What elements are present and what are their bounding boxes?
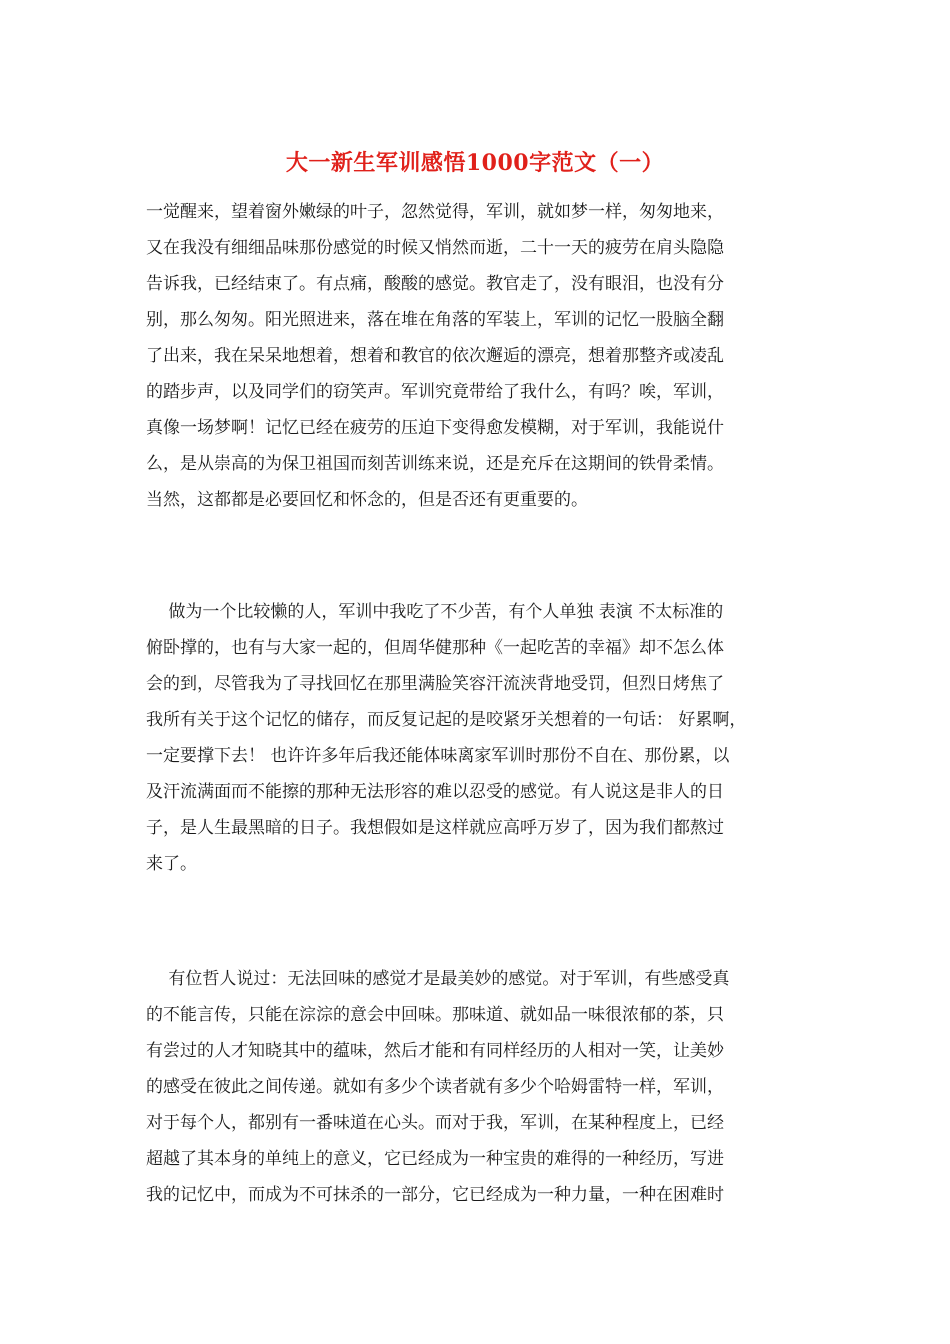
text-line: 对于每个人，都别有一番味道在心头。而对于我，军训，在某种程度上，已经 [146, 1113, 724, 1133]
paragraph-1 [146, 194, 826, 518]
paragraph-2 [146, 594, 826, 882]
text-line: 了出来，我在呆呆地想着，想着和教官的依次邂逅的漂亮，想着那整齐或凌乱 [146, 346, 724, 366]
text-line: 一觉醒来，望着窗外嫩绿的叶子，忽然觉得，军训，就如梦一样，匆匆地来， [146, 202, 724, 222]
text-line: 超越了其本身的单纯上的意义，它已经成为一种宝贵的难得的一种经历，写进 [146, 1149, 724, 1169]
text-line: 一定要撑下去！ 也许许多年后我还能体味离家军训时那份不自在、那份累，以 [146, 746, 730, 766]
text-line: 来了。 [146, 854, 197, 874]
text-line: 么，是从崇高的为保卫祖国而刻苦训练来说，还是充斥在这期间的铁骨柔情。 [146, 454, 724, 474]
text-line: 又在我没有细细品味那份感觉的时候又悄然而逝，二十一天的疲劳在肩头隐隐 [146, 238, 724, 258]
text-line: 我的记忆中，而成为不可抹杀的一部分，它已经成为一种力量，一种在困难时 [146, 1185, 724, 1205]
document-title: 大一新生军训感悟1000字范文（一） [285, 150, 665, 176]
text-line: 的踏步声，以及同学们的窃笑声。军训究竟带给了我什么，有吗？唉，军训， [146, 382, 724, 402]
text-line: 告诉我，已经结束了。有点痛，酸酸的感觉。教官走了，没有眼泪，也没有分 [146, 274, 724, 294]
text-line: 做为一个比较懒的人，军训中我吃了不少苦，有个人单独 表演 不太标准的 [146, 602, 724, 622]
text-line: 的不能言传，只能在淙淙的意会中回味。那味道、就如品一味很浓郁的茶，只 [146, 1005, 724, 1025]
text-line: 别，那么匆匆。阳光照进来，落在堆在角落的军装上，军训的记忆一股脑全翻 [146, 310, 724, 330]
text-line: 我所有关于这个记忆的储存，而反复记起的是咬紧牙关想着的一句话： 好累啊， [146, 710, 747, 730]
text-line: 当然，这都都是必要回忆和怀念的，但是否还有更重要的。 [146, 490, 588, 510]
paragraph-3 [146, 961, 826, 1213]
text-line: 子，是人生最黑暗的日子。我想假如是这样就应高呼万岁了，因为我们都熬过 [146, 818, 724, 838]
text-line: 俯卧撑的，也有与大家一起的，但周华健那种《一起吃苦的幸福》却不怎么体 [146, 638, 724, 658]
text-line: 有尝过的人才知晓其中的蕴味，然后才能和有同样经历的人相对一笑，让美妙 [146, 1041, 724, 1061]
text-line: 的感受在彼此之间传递。就如有多少个读者就有多少个哈姆雷特一样，军训， [146, 1077, 724, 1097]
text-line: 有位哲人说过：无法回味的感觉才是最美妙的感觉。对于军训，有些感受真 [146, 969, 730, 989]
text-line: 会的到，尽管我为了寻找回忆在那里满脸笑容汗流浃背地受罚，但烈日烤焦了 [146, 674, 724, 694]
text-line: 及汗流满面而不能擦的那种无法形容的难以忍受的感觉。有人说这是非人的日 [146, 782, 724, 802]
text-line: 真像一场梦啊！记忆已经在疲劳的压迫下变得愈发模糊，对于军训，我能说什 [146, 418, 724, 438]
